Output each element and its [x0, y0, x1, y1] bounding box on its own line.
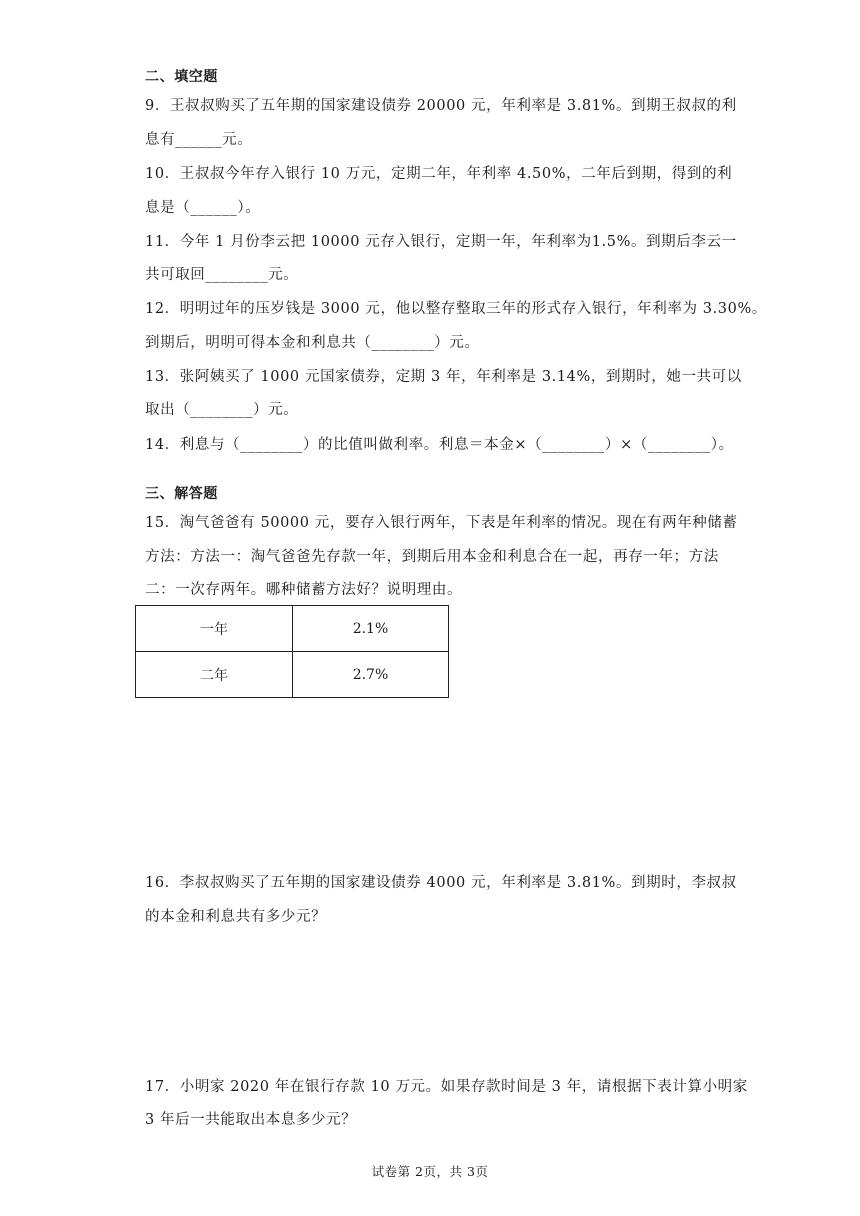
table-cell-rate: 2.7% [293, 652, 449, 698]
section-heading-fill-blank: 二、填空题 [145, 69, 218, 85]
question-9-line-1: 9．王叔叔购买了五年期的国家建设债券 20000 元，年利率是 3.81%。到期王叔叔的利 [145, 98, 737, 114]
question-12-line-2: 到期后，明明可得本金和利息共（________）元。 [145, 335, 480, 351]
question-16-line-2: 的本金和利息共有多少元？ [145, 909, 327, 925]
section-heading-solve: 三、解答题 [145, 486, 218, 502]
question-9-line-2: 息有______元。 [145, 132, 253, 148]
question-13-line-1: 13．张阿姨买了 1000 元国家债券，定期 3 年，年利率是 3.14%，到期时，她一共可以 [145, 369, 742, 385]
question-14-line-1: 14．利息与（________）的比值叫做利率。利息＝本金×（________）×（________）。 [145, 437, 734, 453]
question-11-line-2: 共可取回________元。 [145, 267, 299, 283]
question-15-line-1: 15．淘气爸爸有 50000 元，要存入银行两年，下表是年利率的情况。现在有两年种储蓄 [145, 515, 738, 531]
question-13-line-2: 取出（________）元。 [145, 402, 299, 418]
question-17-line-2: 3 年后一共能取出本息多少元？ [145, 1112, 357, 1128]
question-10-line-2: 息是（______）。 [145, 200, 261, 216]
question-15-line-3: 二：一次存两年。哪种储蓄方法好？说明理由。 [145, 582, 463, 598]
question-17-line-1: 17．小明家 2020 年在银行存款 10 万元。如果存款时间是 3 年，请根据下表计算小明家 [145, 1079, 748, 1095]
table-row [136, 606, 449, 652]
table-row [136, 652, 449, 698]
question-10-line-1: 10．王叔叔今年存入银行 10 万元，定期二年，年利率 4.50%，二年后到期，得到的利 [145, 166, 733, 182]
table-cell-rate: 2.1% [293, 606, 449, 652]
interest-rate-table [135, 605, 449, 698]
question-11-line-1: 11．今年 1 月份李云把 10000 元存入银行，定期一年，年利率为1.5%。到期后李云一 [145, 234, 737, 250]
table-cell-term: 二年 [136, 652, 293, 698]
question-12-line-1: 12．明明过年的压岁钱是 3000 元，他以整存整取三年的形式存入银行，年利率为 3.30%。 [145, 301, 767, 317]
question-15-line-2: 方法：方法一：淘气爸爸先存款一年，到期后用本金和利息合在一起，再存一年；方法 [145, 549, 719, 565]
page-footer: 试卷第 2页，共 3页 [371, 1164, 489, 1179]
table-cell-term: 一年 [136, 606, 293, 652]
question-16-line-1: 16．李叔叔购买了五年期的国家建设债券 4000 元，年利率是 3.81%。到期时，李叔叔 [145, 875, 737, 891]
